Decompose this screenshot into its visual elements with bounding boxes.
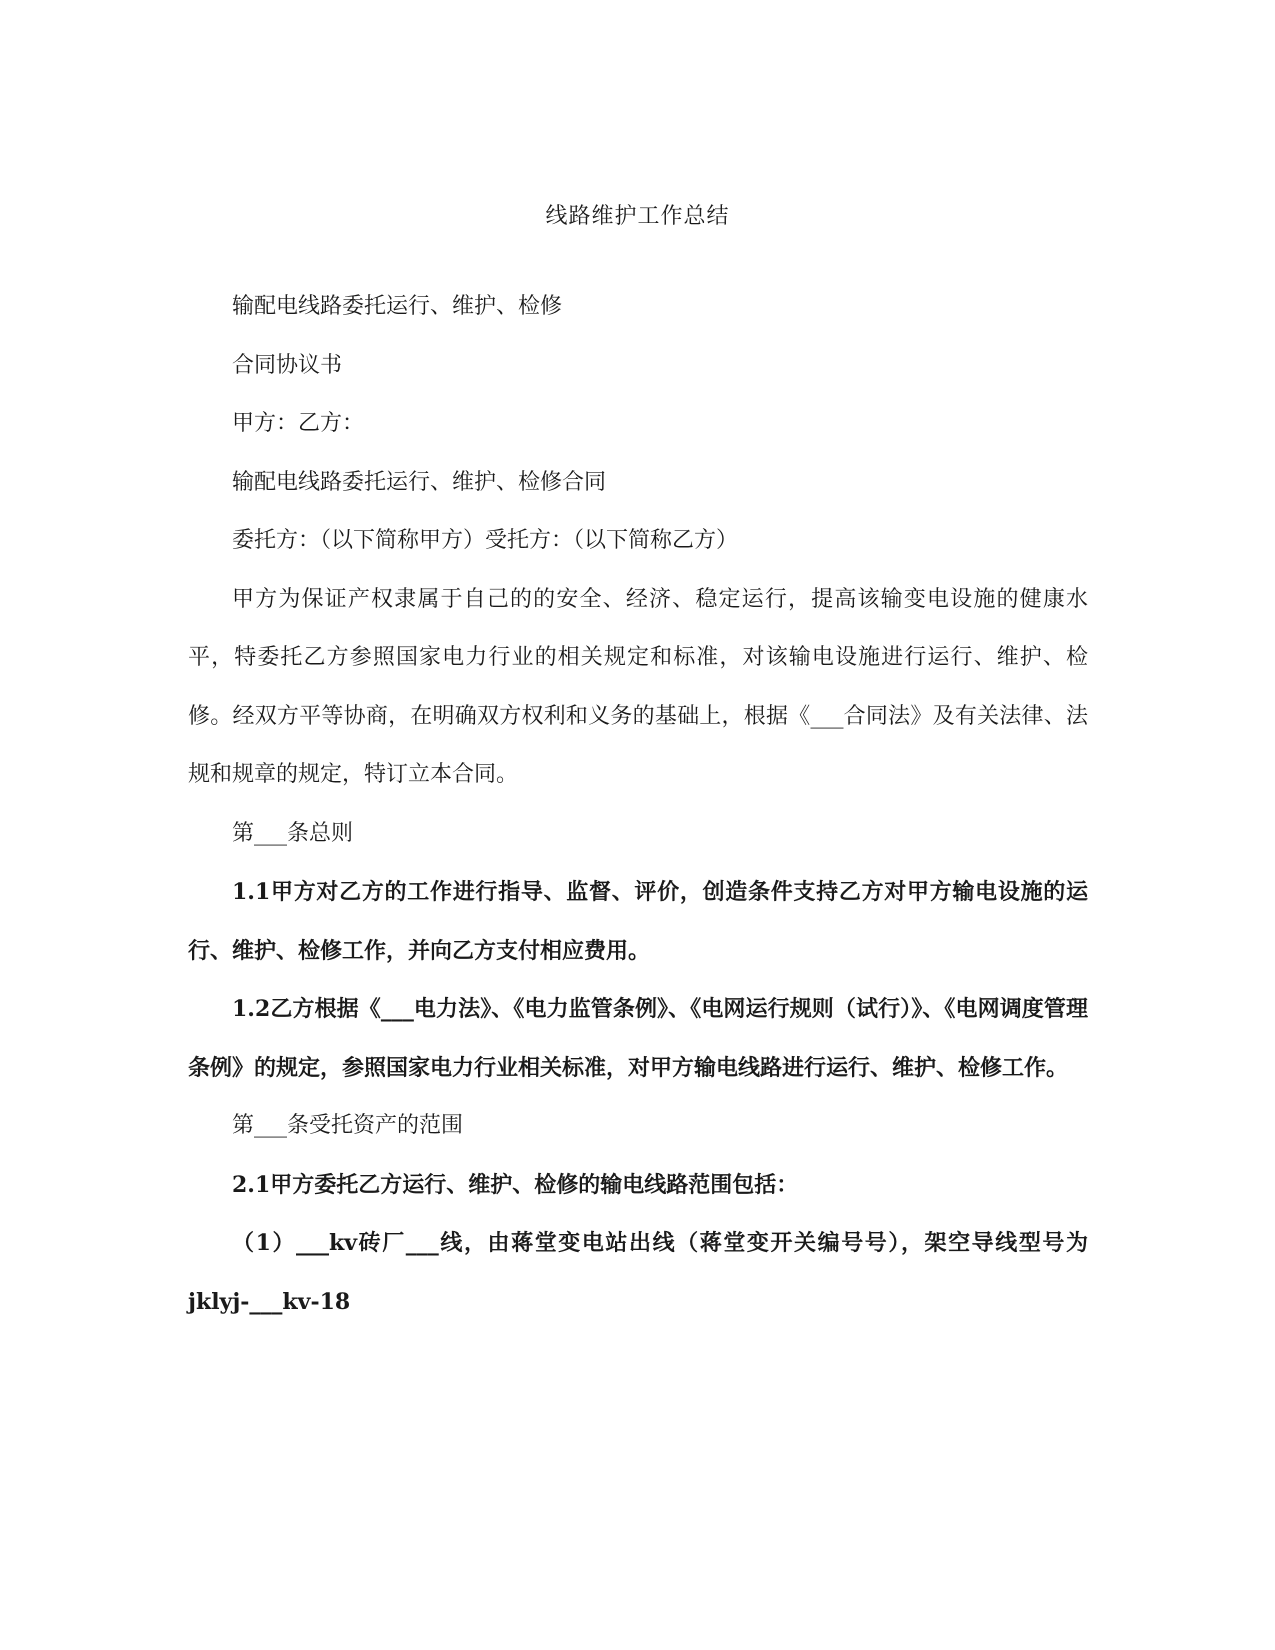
clause-2-1: 2.1甲方委托乙方运行、维护、检修的输电线路范围包括： xyxy=(232,1171,799,1198)
section-heading-general: 第___条总则 xyxy=(232,820,354,846)
clause-2-1-item-1: （1）___kv砖厂___线，由蒋堂变电站出线（蒋堂变开关编号号），架空导线型号为jklyj-___kv-18 xyxy=(188,1230,1088,1315)
section-heading-scope: 第___条受托资产的范围 xyxy=(232,1113,464,1138)
paragraph-heading-line2: 合同协议书 xyxy=(232,352,343,378)
paragraph-preamble: 甲方为保证产权隶属于自己的的安全、经济、稳定运行，提高该输变电设施的健康水平，特委托乙方参照国家电力行业的相关规定和标准，对该输电设施进行运行、维护、检修。经双方平等协商，在明确双方权利和义务的基础上，根据《___合同法》及有关法律、法规和规章的规定，特订立本合同。 xyxy=(188,586,1088,787)
document-body xyxy=(188,278,1088,1331)
clause-1-1: 1.1甲方对乙方的工作进行指导、监督、评价，创造条件支持乙方对甲方输电设施的运行、维护、检修工作，并向乙方支付相应费用。 xyxy=(188,879,1088,964)
paragraph-contract-name: 输配电线路委托运行、维护、检修合同 xyxy=(232,469,607,495)
paragraph-parties-definition: 委托方：（以下简称甲方）受托方：（以下简称乙方） xyxy=(232,528,739,553)
document-title: 线路维护工作总结 xyxy=(545,204,730,229)
paragraph-parties: 甲方：乙方： xyxy=(232,411,365,436)
clause-1-2: 1.2乙方根据《___电力法》、《电力监管条例》、《电网运行规则（试行）》、《电网调度管理条例》的规定，参照国家电力行业相关标准，对甲方输电线路进行运行、维护、检修工作。 xyxy=(188,996,1088,1081)
paragraph-heading-line1: 输配电线路委托运行、维护、检修 xyxy=(232,294,563,319)
